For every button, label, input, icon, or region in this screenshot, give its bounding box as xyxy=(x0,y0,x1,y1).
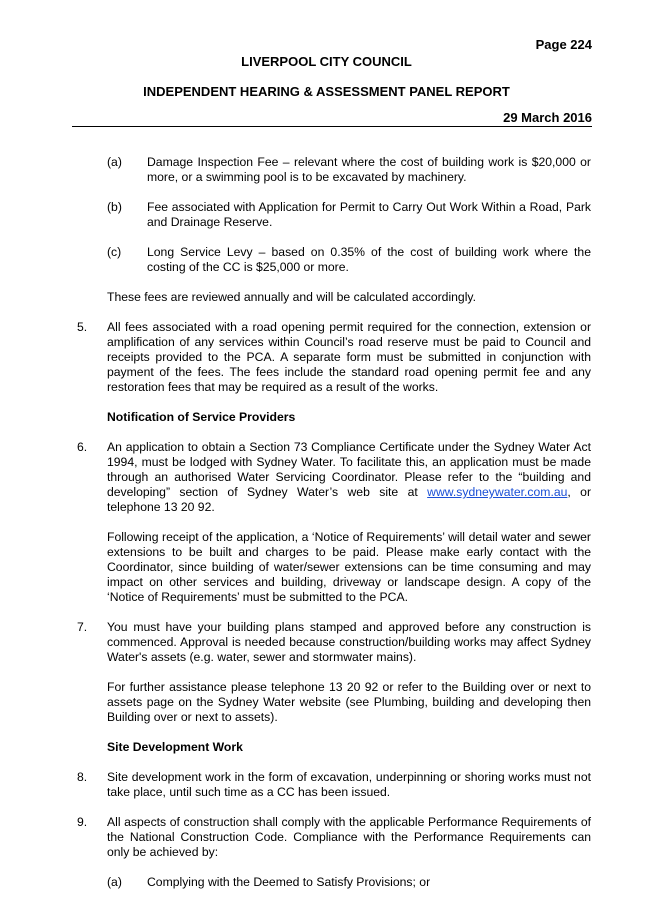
sub-text: Complying with the Deemed to Satisfy Provisions; or xyxy=(147,875,431,889)
sub-label: (a) xyxy=(107,875,122,889)
fee-label: (a) xyxy=(107,155,122,169)
document-body xyxy=(0,155,653,890)
condition-number: 6. xyxy=(77,440,88,454)
condition-text: Site development work in the form of excavation, underpinning or shoring works must not take place, until such time as a CC has been issued. xyxy=(107,770,591,799)
council-name: LIVERPOOL CITY COUNCIL xyxy=(241,54,412,69)
condition-text: All fees associated with a road opening permit required for the connection, extension or amplification of any services within Council’s road reserve must be paid to Council and receipts provided to the PCA. A separate form must be submitted in conjunction with payment of the fees. The fees include the standard road opening permit fee and any restoration fees that may be required as a result of the works. xyxy=(107,320,591,394)
condition-9-sub-a xyxy=(107,875,591,890)
condition-7 xyxy=(77,620,591,665)
fee-text: Damage Inspection Fee – relevant where the cost of building work is $20,000 or more, or a swimming pool is to be excavated by machinery. xyxy=(147,155,591,184)
fee-item-a xyxy=(107,155,591,185)
condition-text xyxy=(107,440,591,515)
condition-number: 8. xyxy=(77,770,88,784)
page-number: Page 224 xyxy=(535,37,592,52)
condition-8 xyxy=(77,770,591,800)
condition-number: 9. xyxy=(77,815,88,829)
fee-item-b xyxy=(107,200,591,230)
fee-label: (b) xyxy=(107,200,122,214)
sydney-water-link[interactable]: www.sydneywater.com.au xyxy=(427,485,568,499)
condition-5 xyxy=(77,320,591,395)
report-title: INDEPENDENT HEARING & ASSESSMENT PANEL REPORT xyxy=(143,84,510,99)
fees-note: These fees are reviewed annually and will be calculated accordingly. xyxy=(107,290,476,304)
condition-text: All aspects of construction shall comply with the applicable Performance Requirements of the National Construction Code. Compliance with the Performance Requirements can only be achieved by: xyxy=(107,815,591,859)
condition-number: 7. xyxy=(77,620,88,634)
fee-item-c xyxy=(107,245,591,275)
condition-text-part: An application to obtain a Section 73 Compliance Certificate under the Sydney Water Act 1994, must be lodged with Sydney Water. To facilitate this, an application must be made through an authorised Water Servicing Coordinator. Please refer to the “building and developing” section of Sydney Water’s web site at xyxy=(107,440,591,499)
section-heading-site-development: Site Development Work xyxy=(107,740,243,754)
condition-9 xyxy=(77,815,591,860)
condition-7-followup: For further assistance please telephone 13 20 92 or refer to the Building over or next to assets page on the Sydney Water website (see Plumbing, building and developing then Building over or next to assets). xyxy=(107,680,591,724)
fee-label: (c) xyxy=(107,245,122,259)
condition-text: You must have your building plans stamped and approved before any construction is commenced. Approval is needed because construction/building works may affect Sydney Water's assets (e.g. water, sewer and stormwater mains). xyxy=(107,620,591,664)
condition-6 xyxy=(77,440,591,515)
condition-number: 5. xyxy=(77,320,88,334)
report-date: 29 March 2016 xyxy=(503,110,592,125)
fee-text: Long Service Levy – based on 0.35% of the cost of building work where the costing of the CC is $25,000 or more. xyxy=(147,245,591,274)
condition-text-part: , or telephone 13 20 92. xyxy=(107,485,592,514)
header-divider xyxy=(72,126,592,127)
section-heading-service-providers: Notification of Service Providers xyxy=(107,410,296,424)
condition-6-followup: Following receipt of the application, a ‘Notice of Requirements’ will detail water and sewer extensions to be built and charges to be paid. Please make early contact with the Coordinator, since building of water/sewer extensions can be time consuming and may impact on other services and building, driveway or landscape design. A copy of the ‘Notice of Requirements’ must be submitted to the PCA. xyxy=(107,530,591,604)
fee-text: Fee associated with Application for Permit to Carry Out Work Within a Road, Park and Drainage Reserve. xyxy=(147,200,591,229)
